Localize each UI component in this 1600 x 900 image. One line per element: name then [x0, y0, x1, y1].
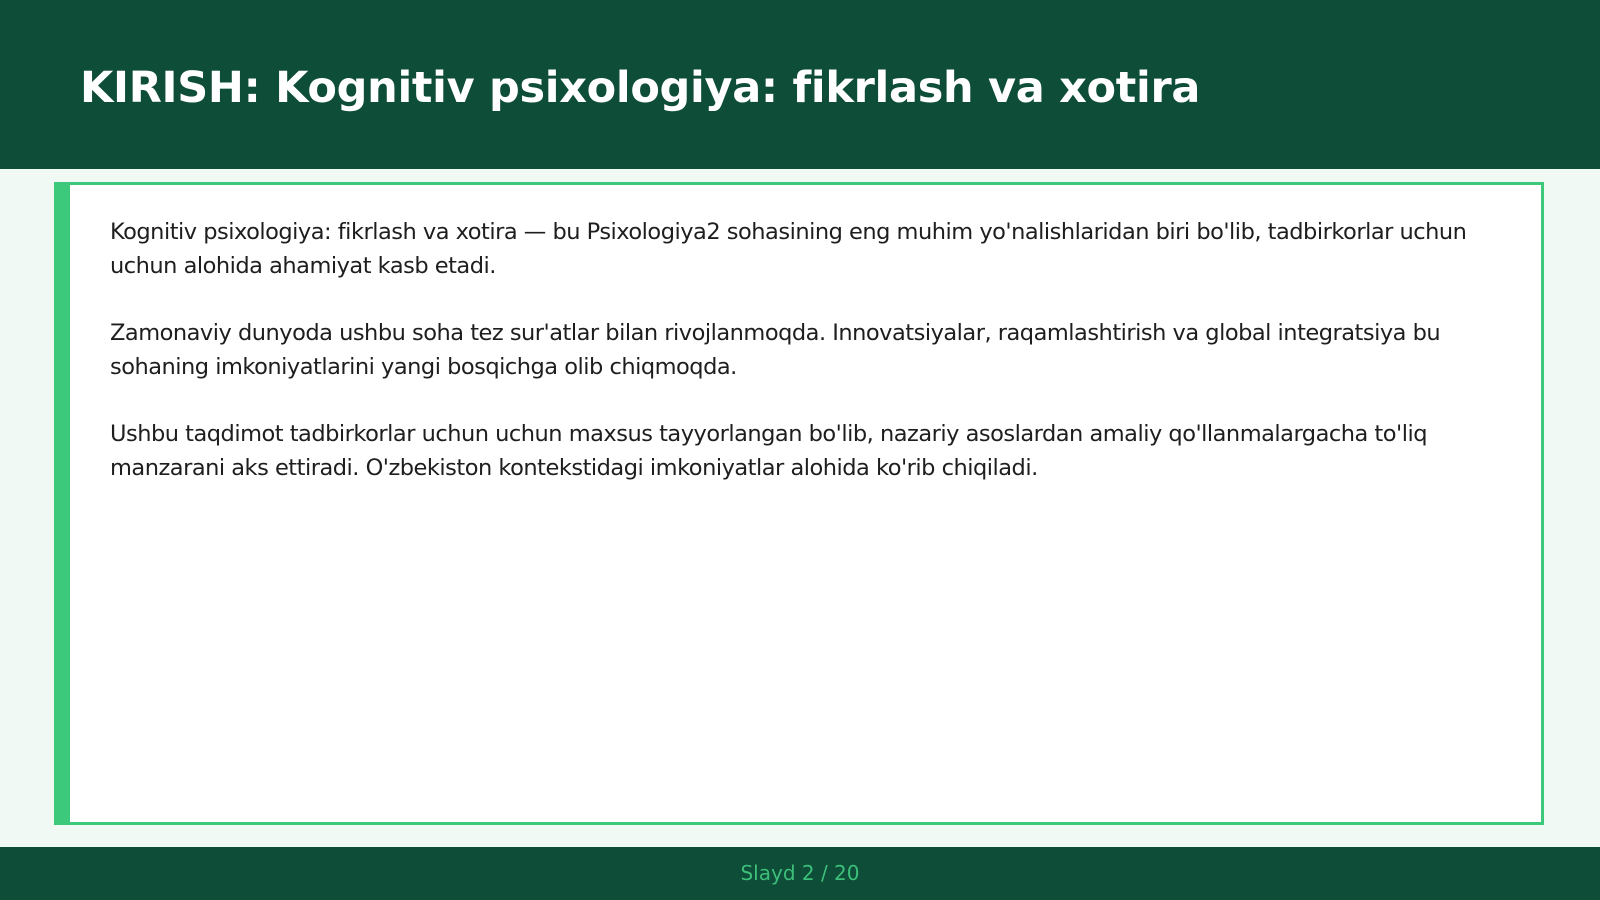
slide-footer: [0, 847, 1600, 900]
paragraph-modern-world: Zamonaviy dunyoda ushbu soha tez sur'atlar bilan rivojlanmoqda. Innovatsiyalar, raqamlashtirish va global integratsiya bu sohaning imkoniyatlarini yangi bosqichga olib chiqmoqda.: [110, 320, 1441, 380]
paragraph-intro: Kognitiv psixologiya: fikrlash va xotira — bu Psixologiya2 sohasining eng muhim yo'nalishlaridan biri bo'lib, tadbirkorlar uchun uchun alohida ahamiyat kasb etadi.: [110, 219, 1467, 279]
slide-counter: Slayd 2 / 20: [740, 861, 860, 885]
slide-title: KIRISH: Kognitiv psixologiya: fikrlash va xotira: [80, 63, 1201, 113]
paragraph-presentation-purpose: Ushbu taqdimot tadbirkorlar uchun uchun maxsus tayyorlangan bo'lib, nazariy asoslardan amaliy qo'llanmalargacha to'liq manzarani aks ettiradi. O'zbekiston kontekstidagi imkoniyatlar alohida ko'rib chiqiladi.: [110, 421, 1427, 481]
content-body: [110, 215, 1500, 518]
content-card: [54, 182, 1544, 825]
slide-header: [0, 0, 1600, 169]
